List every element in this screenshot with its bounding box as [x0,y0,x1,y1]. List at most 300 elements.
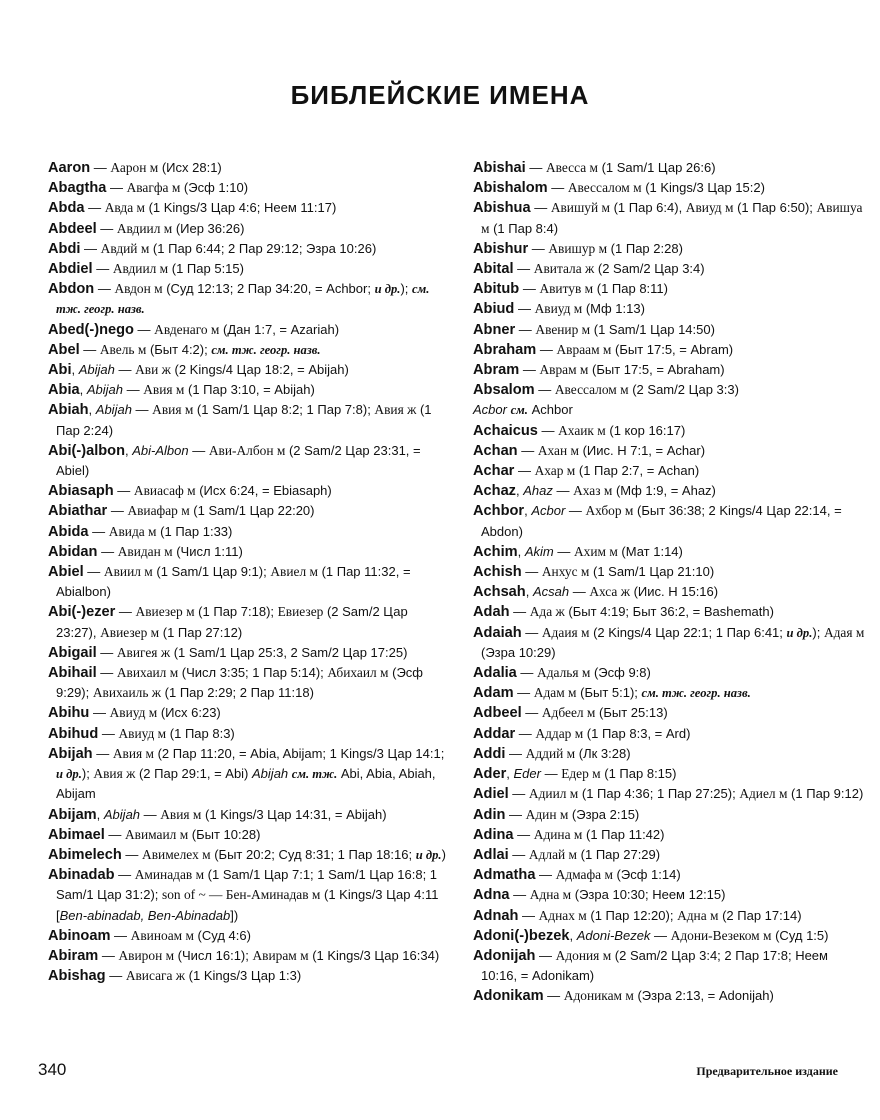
entry-text: — [514,463,535,479]
entry-grammar-note: и др. [415,847,442,862]
entry-russian-name: Авия ж [93,766,136,782]
entry-headword: Abdon [48,281,95,298]
entry-text: (Эсф 1:14) [612,867,681,883]
entry-russian-name: Авидан м [117,543,173,559]
entry-text: (1 Sam/1 Цар 14:50) [590,321,715,337]
entry-text: , [506,766,514,782]
dictionary-entry [473,784,865,804]
dictionary-entry [48,400,448,440]
entry-text: (1 Пар 8:4) [489,220,559,236]
entry-russian-name: Авденаго м [154,321,220,337]
entry-text: (1 Sam/1 Цар 22:20) [189,503,315,519]
entry-text: (1 Пар 9:12) [787,786,864,802]
entry-text: , [79,382,87,398]
entry-text: (1 Пар 11:32, = Abialbon) [56,564,411,600]
entry-headword: Abiathar [48,503,108,520]
entry-headword: Aaron [48,160,91,176]
entry-russian-name: Аддий м [525,745,576,761]
entry-russian-name: Авиил м [103,564,153,580]
entry-text: — [553,543,574,559]
dictionary-entry [48,380,448,400]
entry-text: (Дан 1:7, = Azariah) [219,321,340,337]
entry-headword: Abram [473,362,520,379]
entry-text: — [131,402,153,418]
entry-text: ); [81,766,94,782]
entry-russian-name: Авда м [104,200,145,216]
entry-text: (1 Sam/1 Цар 21:10) [589,564,715,580]
entry-text: — [94,281,115,297]
dictionary-entry [473,461,865,481]
dictionary-entry [473,542,865,562]
entry-russian-name: Авихаил м [116,665,179,681]
dictionary-entry [48,643,448,663]
entry-text: (1 Пар 6:4), [609,200,686,216]
entry-text: — [517,442,538,458]
entry-russian-name: Авиуд м [685,200,734,216]
entry-grammar-note: и др. [56,767,82,782]
entry-grammar-note: см. [510,403,528,418]
dictionary-entry [473,299,865,319]
dictionary-entry [48,542,448,562]
entry-variant-spelling: Abijah [86,382,123,398]
entry-russian-name: Адалья м [537,665,591,681]
entry-text: , [525,584,533,600]
entry-variant-spelling: Acsah [532,584,570,600]
entry-text: — [96,220,117,236]
entry-russian-name: Авихаиль ж [92,685,162,701]
entry-text: (2 Sam/2 Цар 3:3) [628,382,739,398]
dictionary-entry [473,865,865,885]
entry-variant-spelling: Abijah [78,362,115,378]
entry-text: (Эсф 1:10) [180,180,249,196]
entry-headword: Adin [473,806,506,823]
entry-russian-name: Адна м [677,907,719,923]
entry-text: (1 Sam/1 Цар 7:1; 1 Sam/1 Цар 16:8; 1 Sam/1 Цар 31:2); [56,867,438,903]
left-column [48,158,448,986]
entry-headword: Abitub [473,281,520,298]
entry-headword: Abijah [48,745,93,762]
entry-text: Abi, Abia, Abiah, Abijam [56,766,436,802]
entry-text: (Быт 25:13) [595,705,668,721]
entry-headword: Abia [48,382,80,399]
entry-russian-name: Авиасаф м [133,483,196,499]
entry-text: (Исх 6:23) [157,705,221,721]
entry-russian-name: Аднах м [538,907,587,923]
entry-text: — [521,624,542,640]
entry-russian-name: Ахан м [537,442,579,458]
entry-text: — [509,604,530,620]
entry-text: — [650,927,671,943]
entry-headword: Achaz [473,483,516,500]
entry-text: Achbor [527,402,573,418]
entry-text: ); [400,281,412,297]
entry-russian-name: Ахбор м [585,503,634,519]
dictionary-entry [473,380,865,400]
entry-text: (Исх 6:24, = Ebiasaph) [195,483,332,499]
entry-text: (Суд 4:6) [193,927,251,943]
page-number: 340 [38,1060,67,1079]
entry-text: — [508,786,529,802]
entry-russian-name: Авесса м [545,160,598,175]
entry-variant-spelling: Abijah [95,402,132,418]
entry-text: — [84,200,105,216]
entry-headword: Abihu [48,705,90,722]
dictionary-entry [473,885,865,905]
entry-text: — [79,341,100,357]
dictionary-entry [473,582,865,602]
entry-headword: Abiel [48,564,84,581]
entry-text: — [83,564,104,580]
entry-text: (1 Sam/1 Цар 9:1); [152,564,271,580]
entry-text: — [188,442,209,458]
entry-russian-name: Авдиил м [112,261,169,277]
dictionary-entry [473,178,865,198]
entry-text: (2 Sam/2 Цар 23:31, = Abiel) [56,442,421,479]
entry-text: — [96,665,117,681]
entry-text: — [513,685,534,701]
entry-grammar-note: и др. [374,282,401,297]
entry-text: — [89,705,110,721]
entry-text: (Мф 1:9, = Ahaz) [612,483,716,499]
dictionary-entry [48,501,448,521]
entry-headword: Adonikam [473,988,544,1005]
entry-russian-name: Авиезер м [100,624,160,640]
entry-variant-spelling: Ahaz [523,483,553,499]
entry-russian-name: Абихаил м [327,665,389,681]
entry-text: (Мат 1:14) [617,543,683,559]
entry-russian-name: Адая м [823,624,865,640]
entry-headword: Abijam [48,806,97,823]
entry-russian-name: Авдон м [114,281,163,297]
entry-headword: Ader [473,766,507,783]
entry-headword: Adnah [473,907,519,924]
entry-text: — [552,483,574,499]
entry-text: — [123,382,144,398]
dictionary-entry [473,744,865,764]
entry-headword: Achish [473,564,522,581]
entry-russian-name: Авишуй м [550,200,610,216]
entry-grammar-note: см. тж. геогр. назв. [56,282,430,317]
entry-headword: Admatha [473,867,536,884]
entry-text: — [133,321,155,337]
dictionary-entry [473,259,865,279]
entry-text: — [513,826,534,842]
entry-text: (2 Kings/4 Цар 22:1; 1 Пар 6:41; [589,624,787,640]
entry-text: (2 Sam/2 Цар 3:4) [594,261,705,277]
entry-text: , [125,442,133,458]
entry-russian-name: Авиуд м [109,705,158,721]
entry-headword: Abed(-)nego [48,321,134,338]
entry-headword: Abihud [48,725,99,742]
entry-text: — [515,321,536,337]
entry-text: (1 Пар 8:15) [600,766,677,782]
entry-variant-spelling: Abi-Albon [132,442,189,458]
entry-russian-name: Адам м [533,685,577,701]
dictionary-entry [48,703,448,723]
entry-headword: Abiasaph [48,483,114,500]
entry-text: — [525,160,546,175]
entry-russian-name: Авиуд м [534,301,583,317]
entry-russian-name: Авдиил м [116,220,173,236]
entry-text: — [534,382,555,398]
entry-headword: Abihail [48,665,97,682]
entry-text: (Суд 1:5) [771,927,829,943]
entry-text: — [569,584,590,600]
dictionary-entry [473,198,865,238]
entry-text: (Быт 17:5, = Abram) [611,341,734,357]
entry-text: (1 Пар 8:11) [593,281,668,297]
entry-headword: Adbeel [473,705,522,722]
dictionary-entry [473,986,865,1006]
entry-headword: Abishag [48,968,106,985]
entry-text: — [121,846,143,862]
entry-headword: Absalom [473,382,535,399]
entry-headword: Abi(-)albon [48,442,126,459]
entry-text: (2 Kings/4 Цар 18:2, = Abijah) [170,362,349,378]
entry-text: (1 Kings/3 Цар 14:31, = Abijah) [201,806,387,822]
entry-russian-name: Авель м [99,341,147,357]
entry-text: (1 Пар 27:29) [577,846,661,862]
entry-russian-name: Адна м [529,887,572,903]
entry-text: — [535,947,556,963]
entry-russian-name: son of ~ — Бен-Аминадав м [162,887,321,903]
entry-russian-name: Ахар м [534,463,576,479]
entry-russian-name: Авиезер м [135,604,195,620]
entry-text: (Иис. Н 7:1, = Achar) [578,442,706,458]
entry-headword: Addar [473,725,516,742]
entry-text: ); [812,624,824,640]
page-title: БИБЛЕЙСКИЕ ИМЕНА [290,80,590,110]
entry-text: (2 Sam/2 Цар 3:4; 2 Пар 17:8; Неем 10:16, = Adonikam) [481,947,828,984]
entry-headword: Abishalom [473,180,548,197]
dictionary-entry [473,320,865,340]
entry-headword: Abel [48,341,80,358]
entry-text: — [505,806,526,822]
entry-text: (1 Пар 6:44; 2 Пар 29:12; Эзра 10:26) [149,240,377,256]
dictionary-entry [48,825,448,845]
entry-russian-name: Адиил м [528,786,579,802]
entry-text: — [521,564,542,580]
entry-headword: Abner [473,321,516,338]
entry-headword: Abdiel [48,261,93,278]
entry-text: — [508,846,529,862]
entry-headword: Abidan [48,543,98,560]
entry-text: (Иис. Н 15:16) [629,584,719,600]
entry-headword: Adam [473,685,514,702]
entry-text: (2 Пар 29:1, = Abi) [135,766,253,782]
entry-text: (1 Kings/3 Цар 15:2) [641,180,765,196]
entry-variant-spelling: Acbor [531,503,566,519]
entry-russian-name: Ави ж [135,362,171,378]
entry-russian-name: Евиезер [277,604,324,620]
entry-headword: Achsah [473,584,526,601]
entry-headword: Abiah [48,402,89,419]
entry-grammar-note: см. тж. геогр. назв. [211,342,321,357]
dictionary-entry [48,946,448,966]
entry-headword: Abdeel [48,220,97,237]
entry-text: (Быт 17:5, = Abraham) [588,362,725,378]
dictionary-entry [48,522,448,542]
dictionary-entry [48,744,448,805]
dictionary-entry [48,198,448,218]
dictionary-entry [48,158,448,178]
entry-text: (1 Пар 1:33) [156,523,233,539]
entry-text: (Быт 20:2; Суд 8:31; 1 Пар 18:16; [210,846,416,862]
dictionary-entry [48,562,448,602]
entry-headword: Adoni(-)bezek [473,927,570,944]
entry-text: — [505,745,526,761]
dictionary-entry [473,724,865,744]
entry-russian-name: Адбеел м [541,705,596,721]
entry-russian-name: Авида м [108,523,157,539]
entry-text: (1 Пар 2:24) [56,402,432,438]
entry-text: (Быт 4:2); [146,341,212,357]
entry-russian-name: Авессалом м [567,180,642,196]
dictionary-entry [48,259,448,279]
entry-headword: Adina [473,826,514,843]
entry-russian-name: Анхус м [541,564,590,580]
dictionary-entry [48,441,448,481]
dictionary-entry [473,946,865,986]
entry-text: — [536,341,557,357]
entry-headword: Adalia [473,665,517,682]
dictionary-entry [473,360,865,380]
entry-text: , [569,927,577,943]
entry-text: — [114,362,136,378]
entry-headword: Abital [473,261,514,278]
entry-text: ]) [230,907,239,923]
entry-russian-name: Авитув м [539,281,594,297]
dictionary-entry [473,825,865,845]
entry-headword: Abiram [48,947,99,964]
entry-russian-name: Аддар м [535,725,584,741]
dictionary-entry [473,623,865,663]
entry-russian-name: Авимелех м [142,846,211,862]
entry-text: — [518,907,539,923]
entry-russian-name: Авирам м [252,947,309,963]
dictionary-entry [48,724,448,744]
dictionary-entry [48,360,448,380]
entry-headword: Achim [473,543,518,560]
entry-text: (Числ 16:1); [174,947,253,963]
entry-variant-spelling: Abijah [252,766,289,782]
dictionary-entry [473,501,865,541]
entry-text: (1 Sam/1 Цар 8:2; 1 Пар 7:8); [193,402,375,418]
entry-text: (1 Пар 11:42) [582,826,665,842]
entry-russian-name: Авирон м [118,947,175,963]
entry-text: , [515,483,524,499]
entry-headword: Achaicus [473,422,538,439]
right-column [473,158,865,1007]
entry-text: (Эсф 9:8) [590,665,651,681]
entry-text: (Быт 4:19; Быт 36:2, = Bashemath) [564,604,774,620]
entry-headword: Adiel [473,786,509,803]
entry-text: — [113,483,134,499]
entry-text: — [516,665,538,681]
entry-text: (1 Пар 2:29; 2 Пар 11:18) [161,685,314,701]
entry-russian-name: Адиел м [739,786,788,802]
dictionary-entry [473,906,865,926]
entry-russian-name: Ахим м [573,543,618,559]
dictionary-entry [473,340,865,360]
dictionary-entry [473,663,865,683]
entry-text: — [97,543,118,559]
entry-russian-name: Ахса ж [589,584,630,600]
dictionary-entry [473,481,865,501]
entry-headword: Achbor [473,503,525,520]
entry-text: — [110,927,131,943]
entry-russian-name: Авагфа м [126,180,181,196]
dictionary-entry [48,926,448,946]
entry-text: (Лк 3:28) [575,745,631,761]
entry-headword: Adaiah [473,624,522,641]
entry-russian-name: Авигея ж [116,644,171,660]
entry-text: (1 Kings/3 Цар 4:6; Неем 11:17) [144,200,337,216]
entry-text: (2 Sam/2 Цар 23:27), [56,604,408,640]
entry-headword: Achar [473,463,515,480]
dictionary-entry [48,966,448,986]
entry-text: — [530,200,551,216]
entry-russian-name: Авия м [152,402,194,418]
entry-variant-spelling: Akim [524,543,554,559]
entry-russian-name: Едер м [561,766,601,782]
entry-text: , [96,806,104,822]
entry-russian-name: Авраам м [556,341,612,357]
entry-russian-name: Авия ж [374,402,417,418]
entry-russian-name: Адаия м [541,624,590,640]
entry-text: (1 Пар 12:20); [586,907,678,923]
dictionary-entry [48,178,448,198]
entry-text: — [521,705,542,721]
dictionary-entry [48,320,448,340]
dictionary-entry [48,481,448,501]
entry-text: — [107,503,128,519]
entry-text: (Иер 36:26) [172,220,245,236]
entry-text: (Числ 1:11) [172,543,243,559]
entry-text: (1 Пар 6:50); [733,200,817,216]
dictionary-entry [473,683,865,703]
entry-text: (2 Пар 11:20, = Abia, Abijam; 1 Kings/3 Цар 14:1; [153,745,445,761]
entry-headword: Achan [473,442,518,459]
entry-text: (2 Пар 17:14) [718,907,802,923]
entry-headword: Abimael [48,826,105,843]
entry-text: — [115,604,136,620]
entry-text: — [519,281,540,297]
entry-russian-name: Авиафар м [127,503,190,519]
entry-headword: Abishai [473,160,526,176]
entry-russian-name: Аврам м [539,362,589,378]
dictionary-entry [473,703,865,723]
entry-russian-name: Авенир м [535,321,591,337]
dictionary-entry [48,602,448,642]
dictionary-entry [473,602,865,622]
entry-russian-name: Авимаил м [125,826,189,842]
entry-text: — [105,968,126,984]
entry-text: , [524,503,532,519]
entry-text: — [514,301,535,317]
entry-text: — [140,806,161,822]
entry-text: (1 Kings/3 Цар 16:34) [308,947,440,963]
entry-variant-spelling: Eder [513,766,541,782]
entry-text: — [547,180,568,196]
entry-text: — [509,887,530,903]
entry-russian-name: Адин м [525,806,569,822]
entry-text: — [513,261,534,277]
entry-text: , [517,543,525,559]
entry-text: (Эзра 2:13, = Adonijah) [633,988,774,1004]
dictionary-entry [48,340,448,360]
entry-text: , [88,402,96,418]
